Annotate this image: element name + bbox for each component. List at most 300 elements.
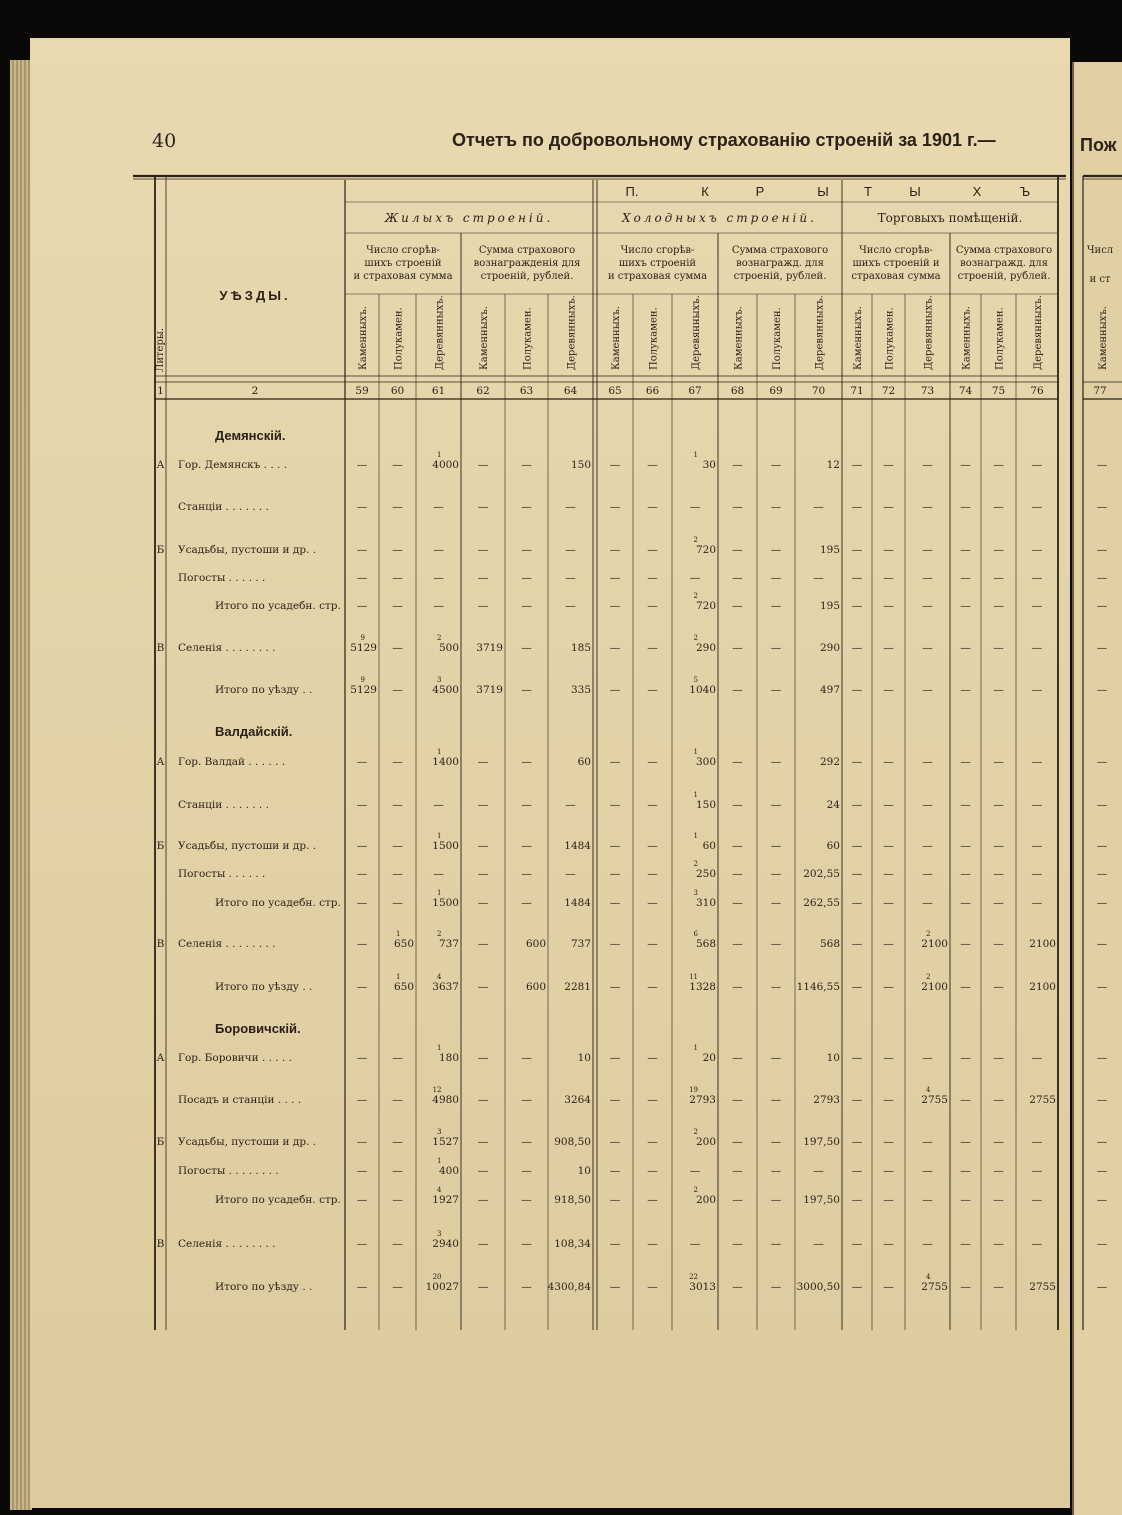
cell-dash: —: [922, 684, 933, 696]
subgroup-header-line: и страховая сумма: [607, 271, 708, 282]
cell-dash: —: [960, 799, 971, 811]
cell-dash: —: [922, 600, 933, 612]
cell-dash: —: [609, 642, 621, 654]
material-header: Каменныхъ.: [479, 306, 490, 370]
cell-dash: —: [609, 1136, 621, 1148]
column-number: 67: [688, 385, 702, 397]
cell-dash: —: [851, 897, 863, 909]
column-number: 68: [730, 385, 745, 397]
cell-count: 1: [693, 748, 698, 756]
row-label: Итого по усадебн. стр.: [215, 600, 341, 612]
cell-value: 2755: [921, 1281, 948, 1293]
cell-dash: —: [521, 1281, 532, 1293]
cell-value: 1146,55: [796, 981, 840, 993]
cell-value: 30: [702, 459, 716, 471]
cell-dash: —: [732, 459, 743, 471]
cell-value: 4300,84: [547, 1281, 591, 1293]
cell-value: 1500: [432, 897, 459, 909]
cell-dash: —: [392, 1238, 403, 1250]
cell-dash: —: [356, 1238, 368, 1250]
cell-dash: —: [356, 840, 368, 852]
cell-dash: —: [1031, 840, 1043, 852]
cell-dash: —: [521, 1052, 532, 1064]
row-label: Станціи . . . . . . .: [178, 799, 269, 811]
column-number: 2: [251, 385, 259, 397]
row-label: Итого по уѣзду . .: [215, 981, 313, 993]
cell-dash: —: [1031, 897, 1043, 909]
cell-dash: —: [609, 897, 621, 909]
cell-dash: —: [732, 897, 743, 909]
cell-value: 650: [393, 981, 414, 993]
subgroup-header-line: Число сгорѣв-: [620, 245, 695, 256]
cell-dash: —: [477, 600, 489, 612]
cell-dash: —: [647, 544, 658, 556]
cell-dash: —: [689, 501, 701, 513]
cell-dash: —: [1031, 1238, 1043, 1250]
column-number: 62: [476, 385, 490, 397]
cell-dash: —: [647, 501, 658, 513]
cell-dash: —: [770, 840, 782, 852]
next-cell-dash: —: [1096, 1281, 1108, 1293]
row-label: Итого по уѣзду . .: [215, 1281, 313, 1293]
cell-value: 497: [819, 684, 840, 696]
cell-dash: —: [1031, 544, 1043, 556]
cell-value: 195: [819, 544, 840, 556]
cell-dash: —: [732, 981, 743, 993]
next-cell-dash: —: [1096, 544, 1108, 556]
cell-dash: —: [993, 756, 1004, 768]
subgroup-header-line: шихъ строеній и: [852, 258, 940, 269]
cell-dash: —: [647, 799, 658, 811]
cell-count: 3: [437, 676, 442, 684]
row-label: Селенія . . . . . . . .: [178, 642, 276, 654]
cell-value: 60: [577, 756, 591, 768]
cell-dash: —: [851, 868, 863, 880]
cell-value: 290: [695, 642, 716, 654]
cell-dash: —: [647, 600, 658, 612]
cell-dash: —: [521, 868, 532, 880]
cell-dash: —: [647, 1094, 658, 1106]
cell-dash: —: [1031, 1165, 1043, 1177]
cell-count: 2: [693, 634, 698, 642]
material-header: Каменныхъ.: [358, 306, 369, 370]
cell-dash: —: [392, 459, 403, 471]
cell-count: 2: [693, 536, 698, 544]
cell-dash: —: [392, 1281, 403, 1293]
cell-dash: —: [392, 642, 403, 654]
cell-dash: —: [851, 572, 863, 584]
next-col-header: и ст: [1089, 274, 1111, 285]
cell-dash: —: [477, 756, 489, 768]
cell-dash: —: [960, 1165, 971, 1177]
cell-dash: —: [922, 1238, 933, 1250]
cell-dash: —: [647, 572, 658, 584]
cell-value: 1328: [689, 981, 716, 993]
header-letter: Х: [972, 184, 982, 199]
cell-dash: —: [922, 572, 933, 584]
header-letter: К: [701, 184, 709, 199]
cell-value: 1484: [564, 840, 591, 852]
cell-dash: —: [609, 1094, 621, 1106]
cell-count: 4: [926, 1086, 931, 1094]
cell-dash: —: [477, 897, 489, 909]
cell-value: 500: [438, 642, 459, 654]
cell-dash: —: [477, 501, 489, 513]
cell-dash: —: [477, 840, 489, 852]
cell-dash: —: [1031, 501, 1043, 513]
column-number: 69: [769, 385, 783, 397]
column-number: 61: [431, 385, 446, 397]
cell-value: 108,34: [554, 1238, 591, 1250]
cell-dash: —: [770, 572, 782, 584]
cell-count: 4: [437, 973, 442, 981]
cell-dash: —: [922, 642, 933, 654]
cell-dash: —: [993, 981, 1004, 993]
cell-dash: —: [922, 897, 933, 909]
cell-dash: —: [433, 572, 444, 584]
column-number: 1: [157, 385, 164, 397]
cell-dash: —: [732, 799, 743, 811]
cell-dash: —: [609, 544, 621, 556]
cell-dash: —: [960, 501, 971, 513]
cell-dash: —: [356, 868, 368, 880]
cell-dash: —: [392, 799, 403, 811]
material-header: Каменныхъ.: [853, 306, 864, 370]
cell-dash: —: [993, 1281, 1004, 1293]
cell-value: 185: [570, 642, 591, 654]
cell-value: 737: [438, 938, 459, 950]
page-title: Отчетъ по добровольному страхованію строеній за 1901 г.—: [452, 130, 996, 150]
material-header: Каменныхъ.: [961, 306, 973, 370]
cell-dash: —: [477, 1194, 489, 1206]
cell-count: 1: [396, 973, 401, 981]
cell-dash: —: [993, 544, 1004, 556]
cell-dash: —: [883, 756, 894, 768]
cell-dash: —: [993, 1194, 1004, 1206]
cell-dash: —: [732, 1281, 743, 1293]
header-letter: Ы: [909, 184, 921, 199]
material-header: Полукамен.: [522, 307, 534, 370]
cell-value: 1484: [564, 897, 591, 909]
cell-dash: —: [609, 938, 621, 950]
subgroup-header-line: Число сгорѣв-: [366, 245, 440, 256]
subgroup-header-line: вознагражд. для: [960, 258, 1048, 269]
cell-dash: —: [770, 897, 782, 909]
cell-dash: —: [521, 756, 532, 768]
cell-value: 4000: [432, 459, 459, 471]
subgroup-header-line: Сумма страхового: [478, 245, 576, 256]
column-number: 75: [991, 385, 1006, 397]
cell-dash: —: [609, 981, 621, 993]
material-header: Каменныхъ.: [733, 306, 745, 370]
cell-value: 10: [577, 1165, 591, 1177]
cell-dash: —: [392, 868, 403, 880]
cell-dash: —: [960, 981, 971, 993]
cell-dash: —: [356, 1052, 368, 1064]
cell-dash: —: [770, 868, 782, 880]
cell-value: 250: [695, 868, 716, 880]
cell-dash: —: [993, 938, 1004, 950]
cell-count: 1: [693, 791, 698, 799]
subgroup-header-line: Сумма страхового: [955, 245, 1053, 256]
row-letter: А: [156, 459, 165, 471]
cell-dash: —: [732, 1238, 743, 1250]
column-number: 59: [355, 385, 369, 397]
cell-dash: —: [521, 799, 532, 811]
cell-dash: —: [433, 799, 444, 811]
cell-dash: —: [392, 501, 403, 513]
cell-value: 20: [702, 1052, 716, 1064]
cell-dash: —: [392, 544, 403, 556]
subgroup-header-line: Число сгорѣв-: [859, 245, 933, 256]
cell-dash: —: [1031, 799, 1043, 811]
cell-value: 335: [570, 684, 591, 696]
cell-dash: —: [960, 1094, 971, 1106]
cell-value: 12: [826, 459, 840, 471]
cell-dash: —: [770, 1165, 782, 1177]
cell-value: 1500: [432, 840, 459, 852]
cell-value: 650: [393, 938, 414, 950]
cell-dash: —: [851, 756, 863, 768]
cell-dash: —: [851, 1165, 863, 1177]
cell-dash: —: [883, 840, 894, 852]
uezdy-header: УѢЗДЫ.: [219, 288, 291, 303]
cell-value: 1527: [432, 1136, 459, 1148]
material-header: Деревянныхъ.: [434, 295, 446, 370]
cell-dash: —: [565, 600, 576, 612]
cell-dash: —: [922, 1194, 933, 1206]
cell-value: 4980: [432, 1094, 459, 1106]
cell-dash: —: [1031, 1136, 1043, 1148]
cell-dash: —: [1031, 756, 1043, 768]
cell-dash: —: [883, 600, 894, 612]
cell-dash: —: [689, 1238, 701, 1250]
next-cell-dash: —: [1096, 840, 1108, 852]
next-col-header: Числ: [1086, 245, 1114, 256]
cell-dash: —: [521, 684, 532, 696]
cell-dash: —: [732, 868, 743, 880]
district-name: Валдайскій.: [215, 724, 293, 739]
cell-dash: —: [521, 501, 532, 513]
cell-dash: —: [356, 459, 368, 471]
row-label: Селенія . . . . . . . .: [178, 938, 276, 950]
cell-dash: —: [732, 544, 743, 556]
cell-dash: —: [477, 1281, 489, 1293]
cell-dash: —: [960, 1194, 971, 1206]
cell-dash: —: [356, 501, 368, 513]
next-cell-dash: —: [1096, 981, 1108, 993]
cell-value: 918,50: [554, 1194, 591, 1206]
cell-dash: —: [960, 1052, 971, 1064]
cell-dash: —: [1031, 642, 1043, 654]
cell-dash: —: [851, 938, 863, 950]
cell-count: 2: [926, 973, 931, 981]
subgroup-header-line: шихъ строеній: [364, 258, 442, 269]
cell-dash: —: [356, 897, 368, 909]
cell-dash: —: [883, 1281, 894, 1293]
cell-value: 150: [695, 799, 716, 811]
cell-dash: —: [647, 1052, 658, 1064]
cell-value: 290: [819, 642, 840, 654]
cell-value: 600: [525, 981, 546, 993]
cell-dash: —: [356, 981, 368, 993]
column-number: 74: [958, 385, 973, 397]
cell-dash: —: [883, 684, 894, 696]
cell-dash: —: [770, 544, 782, 556]
cell-dash: —: [521, 897, 532, 909]
material-header: Каменныхъ.: [611, 306, 622, 370]
cell-dash: —: [770, 1281, 782, 1293]
cell-dash: —: [883, 981, 894, 993]
cell-value: 197,50: [803, 1194, 840, 1206]
cell-dash: —: [609, 1238, 621, 1250]
cell-dash: —: [647, 1194, 658, 1206]
cell-value: 2100: [1029, 981, 1056, 993]
next-cell-dash: —: [1096, 1165, 1108, 1177]
row-label: Станціи . . . . . . .: [178, 501, 269, 513]
header-letter: П.: [625, 184, 639, 199]
subgroup-header-line: Сумма страхового: [731, 245, 829, 256]
cell-dash: —: [1031, 868, 1043, 880]
cell-dash: —: [565, 501, 576, 513]
cell-dash: —: [993, 799, 1004, 811]
cell-dash: —: [883, 868, 894, 880]
cell-dash: —: [433, 600, 444, 612]
cell-dash: —: [883, 799, 894, 811]
cell-dash: —: [960, 684, 971, 696]
row-letter: А: [156, 1052, 165, 1064]
cell-dash: —: [521, 459, 532, 471]
cell-dash: —: [647, 684, 658, 696]
cell-value: 195: [819, 600, 840, 612]
cell-dash: —: [851, 642, 863, 654]
next-cell-dash: —: [1096, 501, 1108, 513]
column-number: 63: [519, 385, 534, 397]
cell-dash: —: [883, 1165, 894, 1177]
cell-value: 197,50: [803, 1136, 840, 1148]
cell-dash: —: [356, 1136, 368, 1148]
cell-dash: —: [565, 544, 576, 556]
next-column-number: 77: [1093, 385, 1107, 397]
cell-dash: —: [883, 1136, 894, 1148]
district-name: Боровичскій.: [215, 1021, 301, 1036]
cell-dash: —: [960, 1238, 971, 1250]
cell-value: 150: [570, 459, 591, 471]
cell-dash: —: [960, 1281, 971, 1293]
cell-dash: —: [922, 840, 933, 852]
cell-value: 2793: [689, 1094, 716, 1106]
cell-dash: —: [732, 600, 743, 612]
cell-dash: —: [993, 459, 1004, 471]
cell-dash: —: [356, 1194, 368, 1206]
row-label: Погосты . . . . . .: [178, 572, 266, 584]
cell-value: 720: [695, 544, 716, 556]
cell-dash: —: [609, 684, 621, 696]
cell-dash: —: [770, 600, 782, 612]
cell-dash: —: [647, 981, 658, 993]
cell-dash: —: [732, 1194, 743, 1206]
cell-dash: —: [960, 459, 971, 471]
cell-dash: —: [922, 756, 933, 768]
cell-count: 2: [926, 930, 931, 938]
cell-count: 9: [360, 634, 365, 642]
cell-dash: —: [993, 1136, 1004, 1148]
cell-dash: —: [732, 684, 743, 696]
page-number: 40: [152, 130, 177, 152]
cell-value: 200: [695, 1194, 716, 1206]
cell-dash: —: [851, 1136, 863, 1148]
material-header: Полукамен.: [884, 307, 896, 370]
cell-count: 1: [437, 1044, 442, 1052]
row-letter: Б: [156, 840, 165, 852]
material-header: Деревянныхъ.: [566, 295, 578, 370]
header-letter: Ы: [817, 184, 829, 199]
cell-dash: —: [922, 799, 933, 811]
row-label: Итого по уѣзду . .: [215, 684, 313, 696]
cell-count: 1: [437, 889, 442, 897]
cell-dash: —: [993, 572, 1004, 584]
header-letter: Ъ: [1019, 184, 1031, 199]
cell-value: 5129: [350, 642, 377, 654]
row-label: Итого по усадебн. стр.: [215, 897, 341, 909]
column-number: 76: [1030, 385, 1044, 397]
cell-dash: —: [609, 1165, 621, 1177]
cell-dash: —: [565, 799, 576, 811]
district-name: Демянскій.: [215, 428, 286, 443]
cell-dash: —: [993, 1094, 1004, 1106]
column-number: 65: [608, 385, 622, 397]
cell-count: 6: [693, 930, 698, 938]
cell-value: 292: [819, 756, 840, 768]
cell-dash: —: [813, 1238, 824, 1250]
row-label: Итого по усадебн. стр.: [215, 1194, 341, 1206]
cell-value: 202,55: [803, 868, 840, 880]
cell-count: 12: [432, 1086, 442, 1094]
cell-value: 3719: [476, 684, 503, 696]
next-cell-dash: —: [1096, 938, 1108, 950]
row-label: Погосты . . . . . . . .: [178, 1165, 279, 1177]
cell-count: 1: [437, 748, 442, 756]
cell-value: 200: [695, 1136, 716, 1148]
column-number: 60: [390, 385, 405, 397]
cell-dash: —: [433, 868, 444, 880]
header-letter: Р: [755, 184, 765, 199]
cell-value: 720: [695, 600, 716, 612]
cell-dash: —: [993, 897, 1004, 909]
cell-dash: —: [770, 981, 782, 993]
cell-value: 5129: [350, 684, 377, 696]
next-cell-dash: —: [1096, 684, 1108, 696]
cell-dash: —: [477, 1094, 489, 1106]
cell-value: 3264: [564, 1094, 591, 1106]
cell-dash: —: [647, 868, 658, 880]
cell-dash: —: [813, 501, 824, 513]
row-label: Погосты . . . . . .: [178, 868, 266, 880]
cell-dash: —: [922, 544, 933, 556]
cell-dash: —: [477, 1052, 489, 1064]
row-letter: В: [156, 642, 165, 654]
cell-dash: —: [1031, 459, 1043, 471]
cell-value: 568: [819, 938, 840, 950]
cell-dash: —: [960, 600, 971, 612]
cell-count: 3: [693, 889, 698, 897]
cell-dash: —: [609, 799, 621, 811]
next-cell-dash: —: [1096, 799, 1108, 811]
cell-value: 2793: [813, 1094, 840, 1106]
cell-value: 3719: [476, 642, 503, 654]
column-number: 73: [920, 385, 935, 397]
cell-dash: —: [521, 840, 532, 852]
